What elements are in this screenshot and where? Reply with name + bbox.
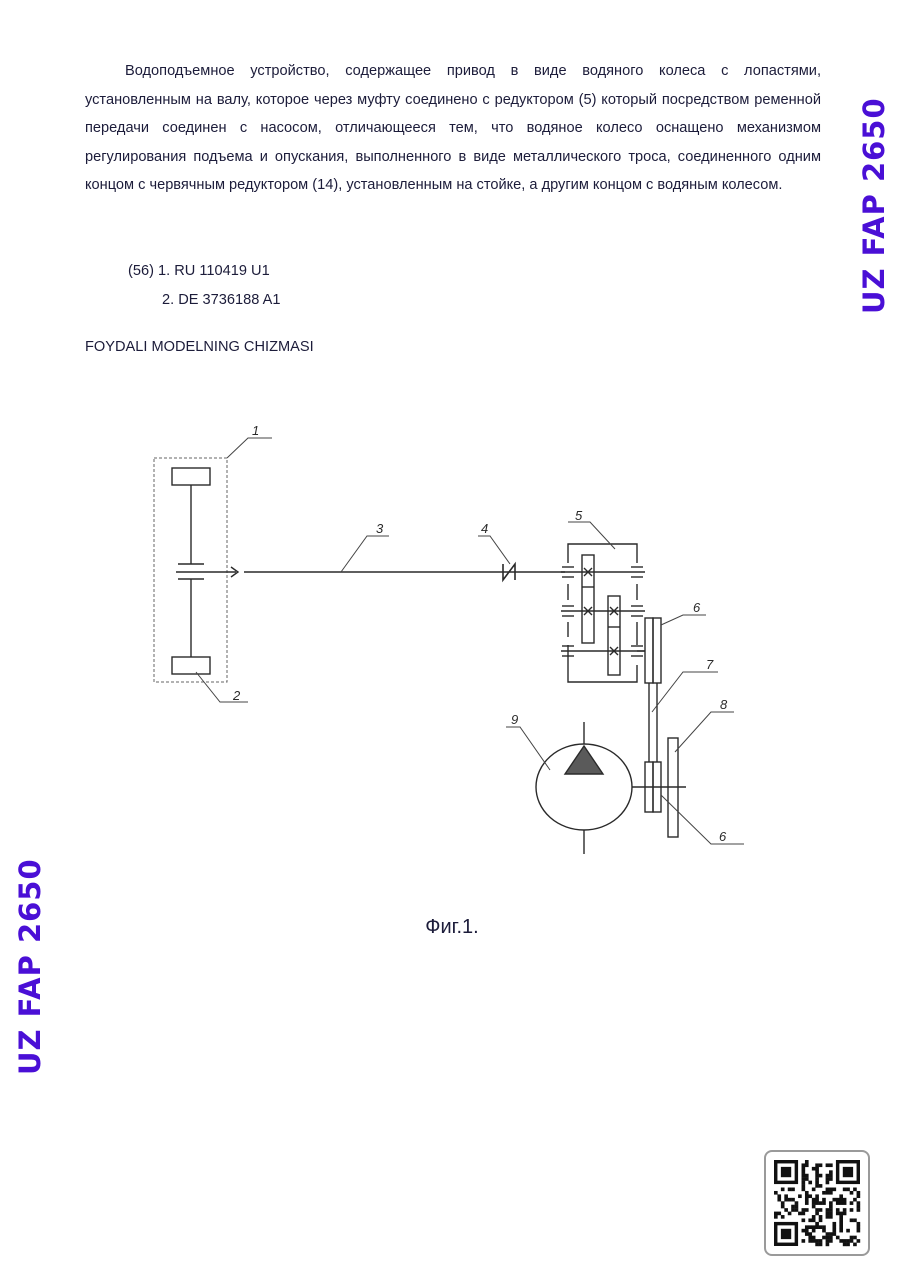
wheel-blade-top — [172, 468, 210, 485]
pump — [536, 722, 632, 854]
part-label-7: 7 — [706, 657, 714, 672]
part-label-4: 4 — [481, 521, 489, 536]
part-label-6: 6 — [719, 829, 727, 844]
reference-2: 2. DE 3736188 A1 — [162, 292, 281, 308]
belt-drive — [637, 618, 661, 812]
gearbox — [561, 544, 645, 682]
stamp-top: UZ FAP 2650 — [857, 97, 891, 314]
part-label-3: 3 — [376, 521, 384, 536]
part-label-8: 8 — [720, 697, 728, 712]
reference-1: (56) 1. RU 110419 U1 — [128, 263, 270, 279]
part-label-6: 6 — [693, 600, 701, 615]
claim-text: Водоподъемное устройство, содержащее привод в виде водяного колеса с лопастями, установленным на валу, которое через муфту соединено с редуктором (5) который посредством ременной передачи соединен с насосом, отличающееся тем, что водяное колесо оснащено механизмом регулирования подъема и опускания, выполненного в виде металлического троса, соединенного одним концом с червячным редуктором (14), установленным на стойке, а другим концом с водяным колесом. — [85, 63, 821, 193]
section-title: FOYDALI MODELNING CHIZMASI — [85, 339, 314, 355]
part-label-1: 1 — [252, 423, 260, 438]
stamp-bottom: UZ FAP 2650 — [13, 858, 47, 1075]
wheel-blade-bottom — [172, 657, 210, 674]
part-label-2: 2 — [233, 688, 241, 703]
qr-code-icon — [764, 1150, 870, 1256]
part-label-9: 9 — [511, 712, 519, 727]
part-label-5: 5 — [575, 508, 583, 523]
figure-caption: Фиг.1. — [425, 916, 479, 938]
